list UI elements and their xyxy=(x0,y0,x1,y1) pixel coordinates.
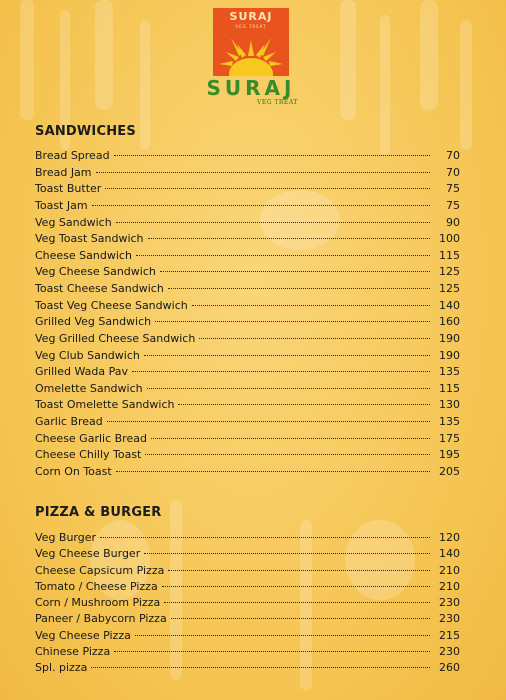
dot-leader xyxy=(136,255,430,256)
menu-item xyxy=(35,464,460,481)
item-price: 140 xyxy=(439,298,460,312)
item-price: 115 xyxy=(439,248,460,262)
pizza-burger-list xyxy=(35,530,460,677)
item-price: 70 xyxy=(446,165,460,179)
item-price: 210 xyxy=(439,563,460,577)
item-name: Corn On Toast xyxy=(35,464,112,478)
menu-item xyxy=(35,644,460,660)
dot-leader xyxy=(192,305,430,306)
item-price: 195 xyxy=(439,448,460,462)
item-price: 135 xyxy=(439,365,460,379)
menu-item xyxy=(35,660,460,676)
item-name: Corn / Mushroom Pizza xyxy=(35,596,161,610)
dot-leader xyxy=(147,388,430,389)
dot-leader xyxy=(168,570,430,571)
menu-item xyxy=(35,579,460,595)
item-price: 215 xyxy=(439,628,460,642)
menu-item xyxy=(35,165,460,182)
item-price: 190 xyxy=(439,331,460,345)
dot-leader xyxy=(114,651,430,652)
menu-item xyxy=(35,148,460,165)
menu-item xyxy=(35,397,460,414)
restaurant-logo xyxy=(193,8,309,108)
dot-leader xyxy=(100,537,430,538)
menu-item xyxy=(35,563,460,579)
item-price: 135 xyxy=(439,415,460,428)
item-price: 90 xyxy=(446,215,460,229)
item-price: 130 xyxy=(439,398,460,412)
logo-emblem-subtext: VEG TREAT xyxy=(235,24,267,29)
menu-item xyxy=(35,248,460,265)
dot-leader xyxy=(178,404,430,405)
item-name: Veg Cheese Pizza xyxy=(35,628,131,642)
item-price: 100 xyxy=(439,232,460,246)
item-price: 70 xyxy=(446,149,460,162)
item-name: Cheese Capsicum Pizza xyxy=(35,563,165,577)
dot-leader xyxy=(96,172,430,173)
dot-leader xyxy=(151,438,430,439)
dot-leader xyxy=(155,321,430,322)
dot-leader xyxy=(171,618,430,619)
item-name: Cheese Chilly Toast xyxy=(35,448,142,462)
menu-item xyxy=(35,198,460,215)
item-name: Chinese Pizza xyxy=(35,645,111,659)
menu-item xyxy=(35,628,460,644)
logo-tagline: VEG TREAT xyxy=(257,99,298,106)
dot-leader xyxy=(116,471,430,472)
menu-item xyxy=(35,215,460,232)
item-name: Toast Omelette Sandwich xyxy=(35,398,175,412)
item-name: Veg Cheese Burger xyxy=(35,547,141,561)
logo-emblem-text: SURAJ xyxy=(229,10,273,23)
dot-leader xyxy=(91,667,430,668)
dot-leader xyxy=(105,188,430,189)
item-price: 160 xyxy=(439,315,460,329)
item-price: 230 xyxy=(439,596,460,610)
item-price: 175 xyxy=(439,431,460,445)
menu-item xyxy=(35,595,460,611)
item-name: Cheese Sandwich xyxy=(35,248,132,262)
item-price: 75 xyxy=(446,198,460,212)
item-name: Grilled Wada Pav xyxy=(35,365,128,379)
section-title-pizza-burger: PIZZA & BURGER xyxy=(35,505,162,520)
dot-leader xyxy=(114,155,430,156)
dot-leader xyxy=(148,238,430,239)
dot-leader xyxy=(164,602,430,603)
dot-leader xyxy=(199,338,430,339)
item-name: Veg Burger xyxy=(35,531,97,544)
menu-item xyxy=(35,231,460,248)
item-name: Toast Veg Cheese Sandwich xyxy=(35,298,188,312)
item-name: Spl. pizza xyxy=(35,661,88,675)
menu-item xyxy=(35,414,460,431)
menu-item xyxy=(35,546,460,562)
menu-item xyxy=(35,348,460,365)
item-name: Bread Spread xyxy=(35,149,110,162)
menu-item xyxy=(35,431,460,448)
item-price: 120 xyxy=(439,531,460,544)
menu-item xyxy=(35,331,460,348)
dot-leader xyxy=(144,355,430,356)
dot-leader xyxy=(107,421,430,422)
sun-icon xyxy=(217,34,285,76)
dot-leader xyxy=(144,553,430,554)
section-title-sandwiches: SANDWICHES xyxy=(35,124,136,139)
menu-item xyxy=(35,264,460,281)
item-name: Paneer / Babycorn Pizza xyxy=(35,612,167,626)
item-price: 115 xyxy=(439,381,460,395)
item-name: Veg Grilled Cheese Sandwich xyxy=(35,331,196,345)
menu-item xyxy=(35,281,460,298)
dot-leader xyxy=(135,635,430,636)
dot-leader xyxy=(145,454,430,455)
menu-item xyxy=(35,530,460,546)
item-name: Veg Club Sandwich xyxy=(35,348,140,362)
item-price: 140 xyxy=(439,547,460,561)
logo-name: SURAJ xyxy=(206,76,296,100)
item-price: 125 xyxy=(439,265,460,279)
item-price: 230 xyxy=(439,612,460,626)
item-name: Garlic Bread xyxy=(35,415,103,428)
item-name: Toast Butter xyxy=(35,182,102,196)
item-name: Veg Cheese Sandwich xyxy=(35,265,156,279)
item-name: Toast Jam xyxy=(35,198,88,212)
menu-item xyxy=(35,611,460,627)
item-price: 205 xyxy=(439,464,460,478)
item-name: Veg Toast Sandwich xyxy=(35,232,144,246)
dot-leader xyxy=(92,205,430,206)
menu-item xyxy=(35,364,460,381)
item-price: 230 xyxy=(439,645,460,659)
item-price: 125 xyxy=(439,282,460,295)
item-name: Bread Jam xyxy=(35,165,92,179)
sandwiches-list xyxy=(35,148,460,481)
menu-item xyxy=(35,298,460,315)
item-name: Tomato / Cheese Pizza xyxy=(35,579,158,593)
item-name: Omelette Sandwich xyxy=(35,381,143,395)
dot-leader xyxy=(160,271,430,272)
item-name: Cheese Garlic Bread xyxy=(35,431,147,445)
menu-item xyxy=(35,447,460,464)
dot-leader xyxy=(162,586,430,587)
logo-emblem xyxy=(213,8,289,76)
item-price: 260 xyxy=(439,661,460,675)
item-price: 210 xyxy=(439,579,460,593)
dot-leader xyxy=(168,288,430,289)
item-name: Grilled Veg Sandwich xyxy=(35,315,152,329)
item-name: Toast Cheese Sandwich xyxy=(35,282,164,295)
dot-leader xyxy=(132,371,430,372)
menu-item xyxy=(35,381,460,398)
menu-item xyxy=(35,314,460,331)
item-price: 190 xyxy=(439,348,460,362)
item-name: Veg Sandwich xyxy=(35,215,112,229)
dot-leader xyxy=(116,222,430,223)
item-price: 75 xyxy=(446,182,460,196)
menu-item xyxy=(35,181,460,198)
